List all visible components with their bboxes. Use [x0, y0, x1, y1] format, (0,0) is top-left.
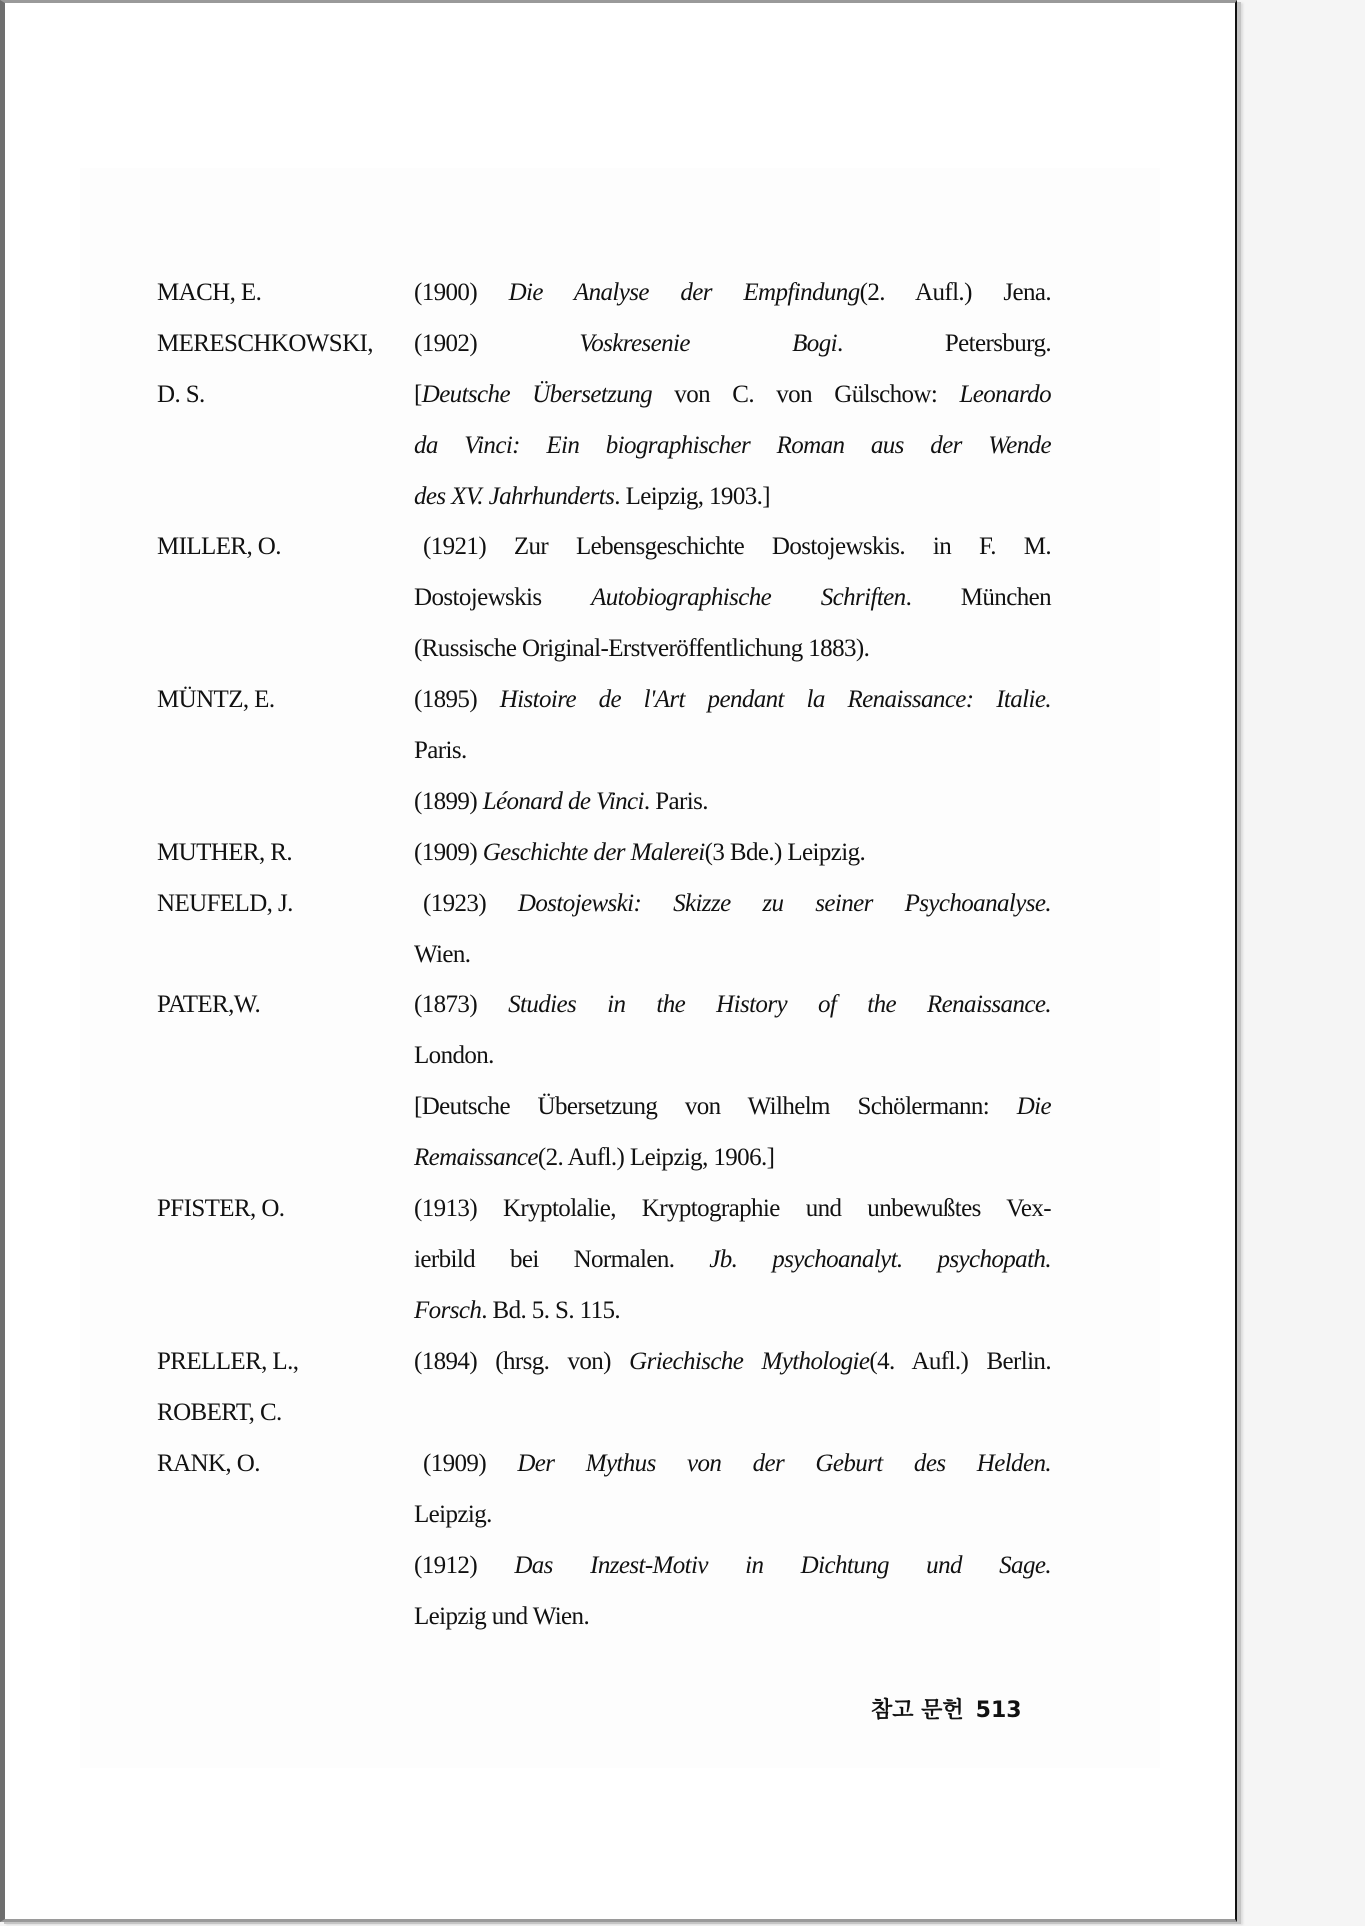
text-segment: (Russische Original-Erstveröffentlichung 1883). — [414, 635, 870, 662]
reference-line — [414, 1551, 1051, 1602]
reference-line — [414, 1347, 1051, 1398]
page-number: 513 — [975, 1698, 1022, 1723]
reference-line — [414, 787, 1051, 838]
author-name: MILLER, O. — [157, 533, 281, 560]
text-segment: Paris. — [414, 737, 467, 764]
italic-title-segment: Studies in the History of the Renaissance. — [508, 991, 1051, 1018]
text-segment: (1909) — [423, 1450, 518, 1477]
text-segment: (1902) — [414, 330, 580, 357]
text-segment: ierbild bei Normalen. — [414, 1246, 710, 1273]
text-segment: (1895) — [414, 686, 500, 713]
reference-line — [414, 329, 1051, 380]
reference-line — [414, 1194, 1051, 1245]
text-segment: (1909) — [414, 839, 483, 866]
reference-line — [414, 278, 1051, 329]
reference-line — [414, 583, 1051, 634]
italic-title-segment: Deutsche Übersetzung — [421, 381, 653, 408]
author-name-continued: D. S. — [157, 381, 205, 408]
italic-title-segment: Voskresenie Bogi — [579, 330, 837, 357]
author-name: PFISTER, O. — [157, 1195, 285, 1222]
author-name: MERESCHKOWSKI, — [157, 330, 373, 357]
author-name: MACH, E. — [157, 279, 262, 306]
text-segment: Leipzig. — [414, 1501, 492, 1528]
text-segment: (1912) — [414, 1552, 515, 1579]
author-name: NEUFELD, J. — [157, 890, 293, 917]
text-segment: (1921) Zur Lebensgeschichte Dostojewskis. in F. M. — [423, 533, 1051, 560]
page-footer — [871, 1693, 1022, 1724]
text-segment: Wien. — [414, 941, 471, 968]
text-segment: . Paris. — [643, 788, 708, 815]
text-segment: von C. von Gülschow: — [652, 381, 960, 408]
text-segment: . Bd. 5. S. 115. — [481, 1297, 621, 1324]
reference-line — [414, 1092, 1051, 1143]
text-segment: . Petersburg. — [836, 330, 1051, 357]
reference-line — [414, 1500, 1051, 1551]
author-name: MUTHER, R. — [157, 839, 292, 866]
italic-title-segment: Autobiographische Schriften — [591, 584, 906, 611]
italic-title-segment: Remaissance — [414, 1144, 538, 1171]
reference-line — [414, 380, 1051, 431]
text-segment: (1873) — [414, 991, 509, 1018]
reference-line — [414, 990, 1051, 1041]
text-segment: (2. Aufl.) Leipzig, 1906.] — [537, 1144, 775, 1171]
reference-line — [414, 1296, 1051, 1347]
reference-line — [414, 431, 1051, 482]
text-segment: . Leipzig, 1903.] — [614, 483, 771, 510]
author-name: PATER,W. — [157, 991, 261, 1018]
italic-title-segment: Geschichte der Malerei — [482, 839, 705, 866]
italic-title-segment: Die Analyse der Empfindung — [508, 279, 860, 306]
text-segment: London. — [414, 1042, 494, 1069]
text-segment: . München — [905, 584, 1052, 611]
text-segment: (1899) — [414, 788, 483, 815]
reference-line — [414, 940, 1051, 991]
text-segment: (1913) Kryptolalie, Kryptographie und unbewußtes Vex- — [414, 1195, 1051, 1222]
italic-title-segment: Forsch — [414, 1297, 482, 1324]
text-segment: (3 Bde.) Leipzig. — [704, 839, 866, 866]
reference-line — [423, 889, 1051, 940]
reference-line — [423, 532, 1051, 583]
italic-title-segment: Jb. psychoanalyt. psychopath. — [709, 1246, 1051, 1273]
reference-line — [414, 736, 1051, 787]
italic-title-segment: Griechische Mythologie — [629, 1348, 870, 1375]
text-segment: (1923) — [423, 890, 518, 917]
reference-line — [414, 685, 1051, 736]
reference-line — [414, 838, 1051, 889]
author-name: PRELLER, L., — [157, 1348, 299, 1375]
italic-title-segment: des XV. Jahrhunderts — [414, 483, 615, 510]
text-segment: Leipzig und Wien. — [414, 1603, 590, 1630]
reference-line — [414, 1602, 1051, 1653]
reference-line — [414, 1041, 1051, 1092]
reference-line — [414, 1143, 1051, 1194]
text-segment: (4. Aufl.) Berlin. — [869, 1348, 1051, 1375]
text-segment: (1894) (hrsg. von) — [414, 1348, 630, 1375]
text-segment: [Deutsche Übersetzung von Wilhelm Schölermann: — [414, 1093, 1017, 1120]
italic-title-segment: Léonard de Vinci — [482, 788, 644, 815]
author-name: RANK, O. — [157, 1450, 260, 1477]
italic-title-segment: Leonardo — [959, 381, 1051, 408]
italic-title-segment: da Vinci: Ein biographischer Roman aus der Wende — [414, 432, 1051, 459]
italic-title-segment: Dostojewski: Skizze zu seiner Psychoanalyse. — [517, 890, 1052, 917]
reference-line — [423, 1449, 1051, 1500]
author-name: MÜNTZ, E. — [157, 686, 275, 713]
running-footer-title: 참고 문헌 — [871, 1698, 964, 1723]
reference-line — [414, 634, 1051, 685]
author-name-continued: ROBERT, C. — [157, 1399, 282, 1426]
italic-title-segment: Die — [1016, 1093, 1051, 1120]
text-segment: [ — [414, 381, 422, 408]
reference-line — [414, 482, 1051, 533]
italic-title-segment: Der Mythus von der Geburt des Helden. — [517, 1450, 1051, 1477]
italic-title-segment: Histoire de l'Art pendant la Renaissance: Italie. — [499, 686, 1051, 713]
text-segment: Dostojewskis — [414, 584, 592, 611]
reference-line — [414, 1245, 1051, 1296]
italic-title-segment: Das Inzest-Motiv in Dichtung und Sage. — [514, 1552, 1051, 1579]
text-segment: (1900) — [414, 279, 509, 306]
text-segment: (2. Aufl.) Jena. — [859, 279, 1051, 306]
